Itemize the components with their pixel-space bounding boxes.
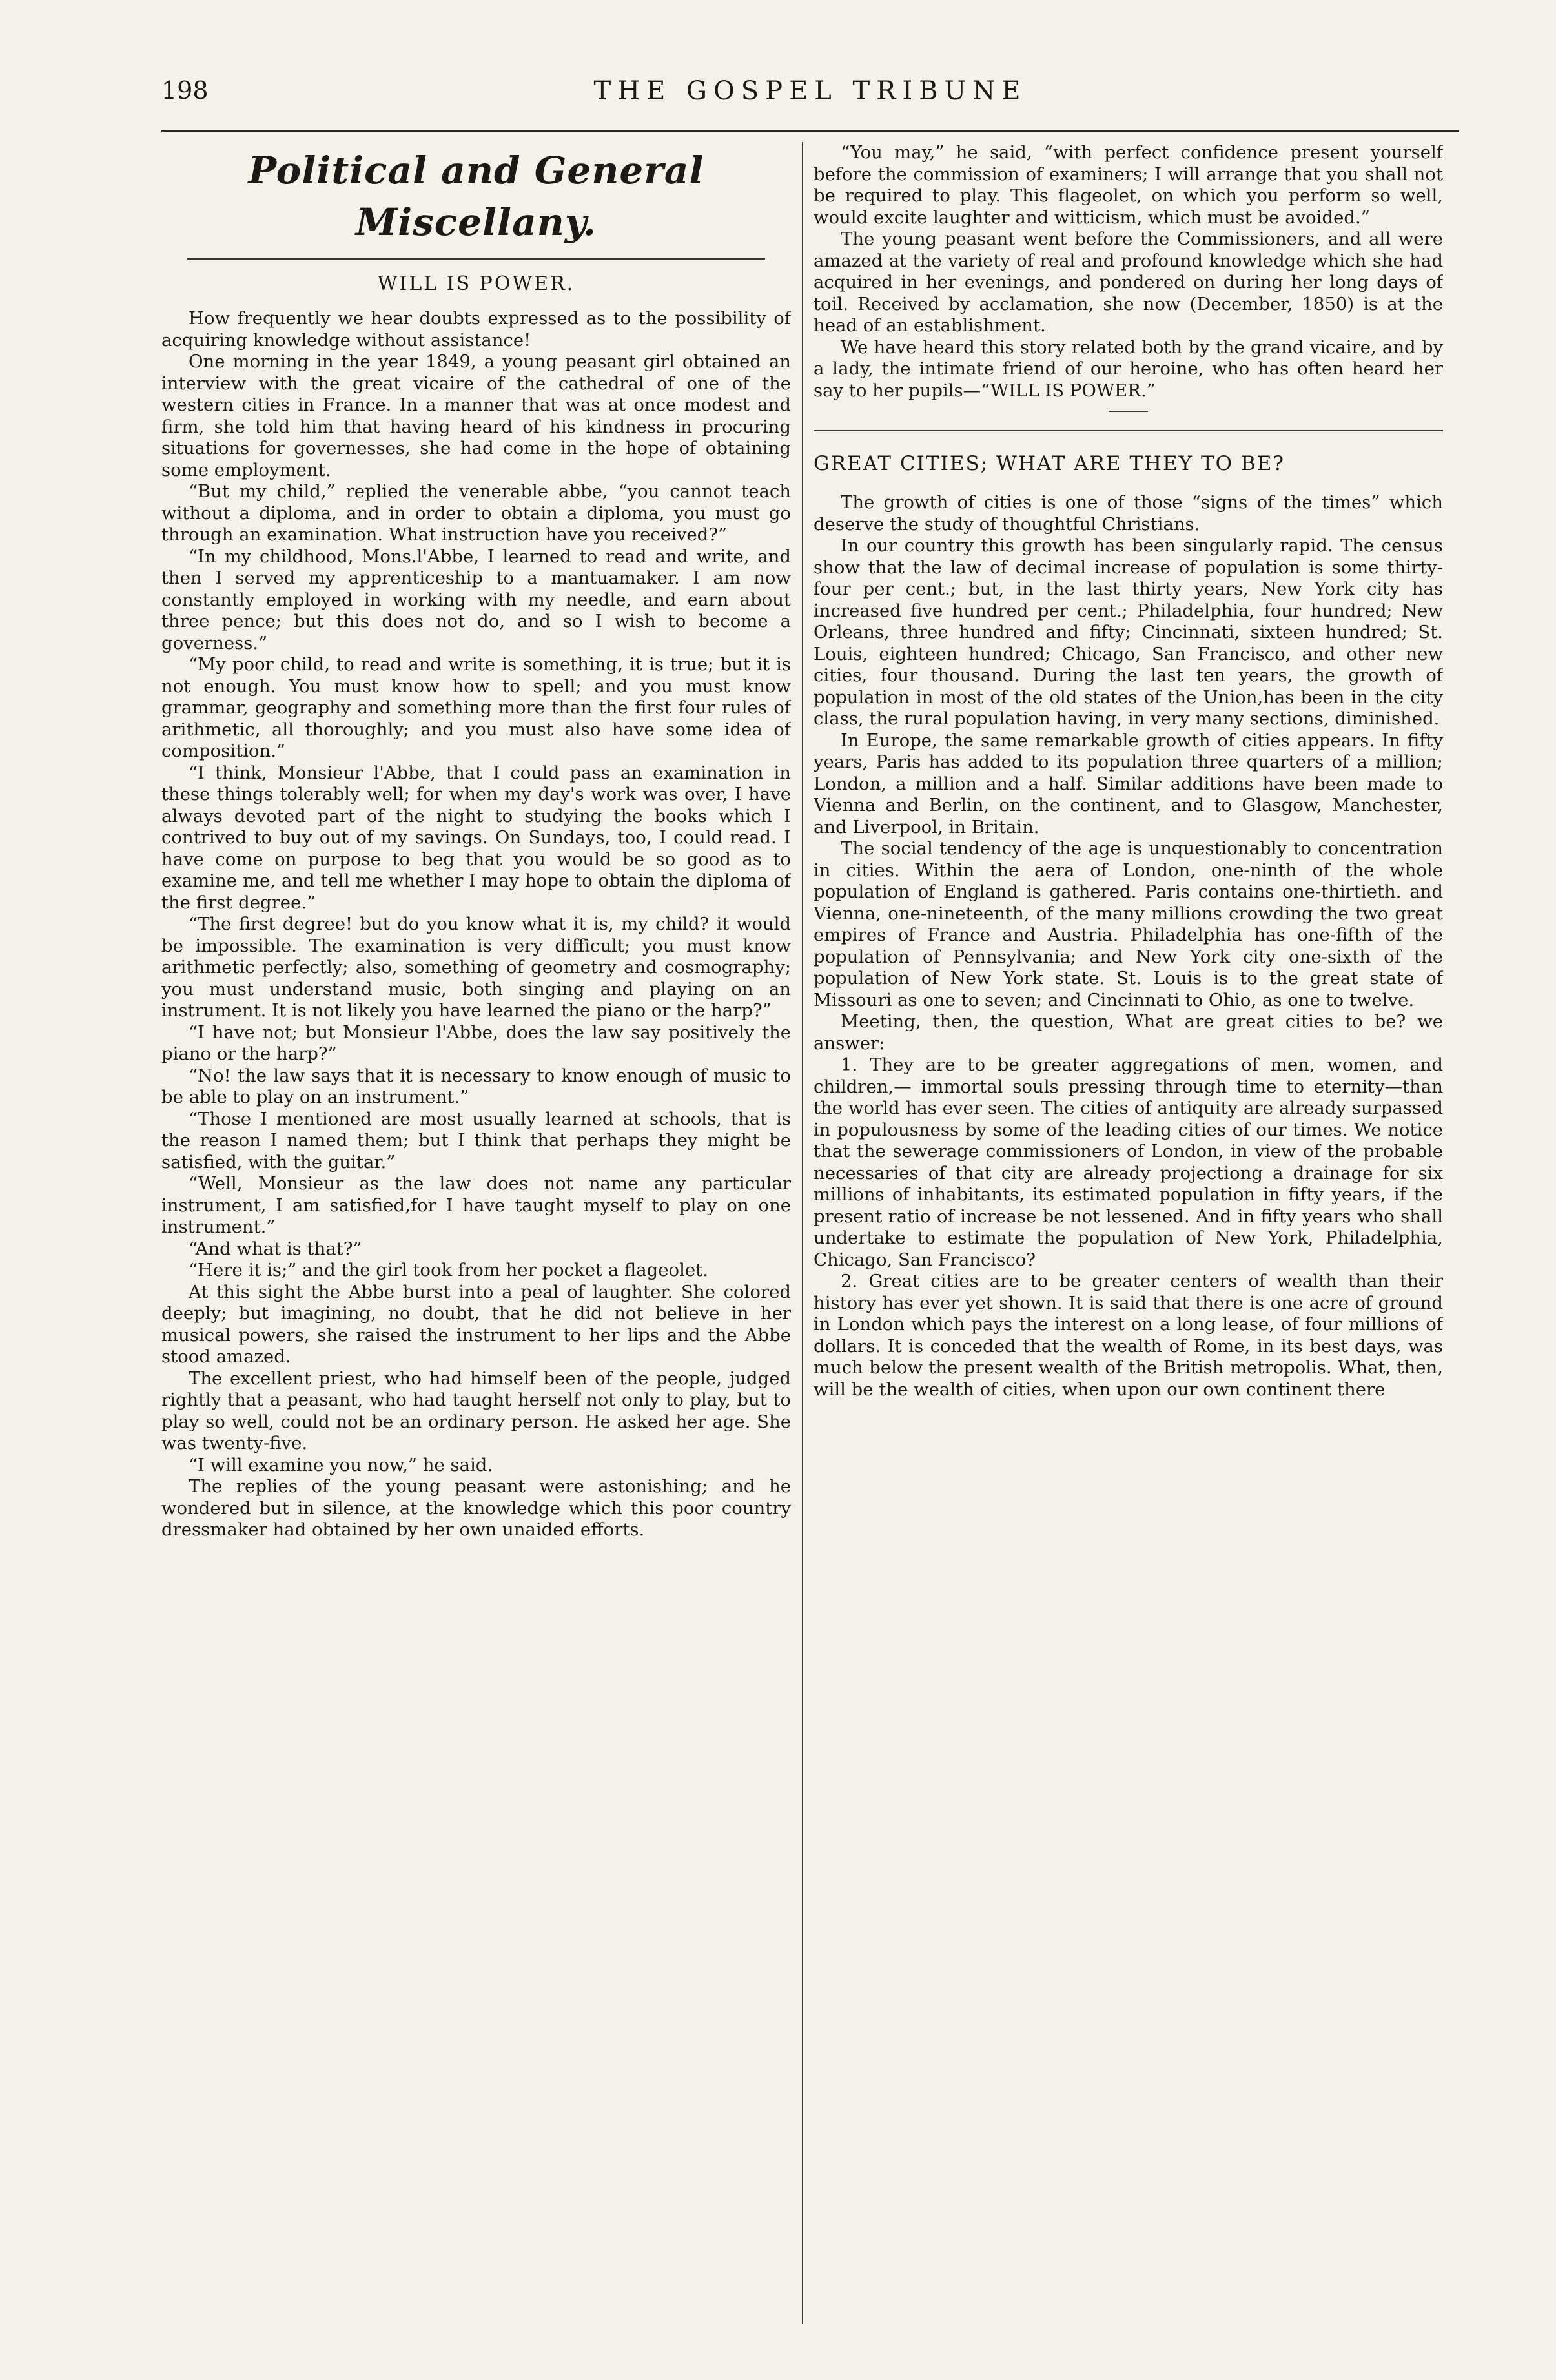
newspaper-page: [161, 71, 1459, 2331]
paragraph: “My poor child, to read and write is something, it is true; but it is not enough. You must know how to spell; and you must know grammar, geography and something more than the first four rules of arithmetic, all thoroughly; and you must also have some idea of composition.”: [161, 654, 791, 761]
paragraph: How frequently we hear doubts expressed as to the possibility of acquiring knowledge without assistance!: [161, 308, 791, 351]
paragraph: In Europe, the same remarkable growth of cities appears. In fifty years, Paris has added to its population three quarters of a million; London, a million and a half. Similar additions have been made to Vienna and Berlin, on the continent, and to Glasgow, Manchester, and Liverpool, in Britain.: [814, 730, 1443, 837]
paragraph: At this sight the Abbe burst into a peal of laughter. She colored deeply; but imagining, no doubt, that he did not believe in her musical powers, she raised the instrument to her lips and the Abbe stood amazed.: [161, 1281, 791, 1367]
paragraph: The growth of cities is one of those “signs of the times” which deserve the study of thoughtful Christians.: [814, 492, 1443, 535]
paragraph: One morning in the year 1849, a young peasant girl obtained an interview with the great vicaire of the cathedral of one of the western cities in France. In a manner that was at once modest and firm, she told him that having heard of his kindness in procuring situations for governesses, she had come in the hope of obtaining some employment.: [161, 351, 791, 480]
left-column: [161, 142, 791, 2331]
column-divider: [802, 142, 803, 2324]
paragraph: “I will examine you now,” he said.: [189, 1454, 493, 1475]
right-column: [814, 142, 1443, 2331]
section-rule: [187, 258, 765, 260]
paragraph: “Here it is;” and the girl took from her pocket a flageolet.: [189, 1260, 708, 1280]
header-rule: [161, 130, 1459, 132]
paragraph: “I have not; but Monsieur l'Abbe, does the law say positively the piano or the harp?”: [161, 1021, 791, 1064]
paragraph: “Well, Monsieur as the law does not name any particular instrument, I am satisfied,for I have taught myself to play on one instrument.”: [161, 1173, 791, 1237]
paragraph: 1. They are to be greater aggregations of men, women, and children,— immortal souls pressing through time to eternity—than the world has ever seen. The cities of antiquity are already surpassed in populousness by some of the leading cities of our times. We notice that the sewerage commissioners of London, in view of the probable necessaries of that city are already projectiong a drainage for six millions of inhabitants, its estimated population in fifty years, if the present ratio of increase be not lessened. And in fifty years who shall undertake to estimate the population of New York, Philadelphia, Chicago, San Francisco?: [814, 1054, 1443, 1270]
paragraph: “In my childhood, Mons.l'Abbe, I learned to read and write, and then I served my apprenticeship to a mantuamaker. I am now constantly employed in working with my needle, and earn about three pence; but this does not do, and so I wish to become a governess.”: [161, 546, 791, 653]
journal-title: THE GOSPEL TRIBUNE: [593, 76, 1027, 106]
end-of-article-rule: [1109, 411, 1148, 412]
paragraph: “I think, Monsieur l'Abbe, that I could pass an examination in these things tolerably well; for when my day's work was over, I have always devoted part of the night to studying the books which I contrived to buy out of my savings. On Sundays, too, I could read. I have come on purpose to beg that you would be so good as to examine me, and tell me whether I may hope to obtain the diploma of the first degree.”: [161, 762, 791, 913]
paragraph: The replies of the young peasant were astonishing; and he wondered but in silence, at the knowledge which this poor country dressmaker had obtained by her own unaided efforts.: [161, 1476, 791, 1540]
columns: [161, 142, 1459, 2331]
paragraph: The young peasant went before the Commissioners, and all were amazed at the variety of real and profound knowledge which she had acquired in her evenings, and pondered on during her long days of toil. Received by acclamation, she now (December, 1850) is at the head of an establishment.: [814, 229, 1443, 336]
paragraph: The social tendency of the age is unquestionably to concentration in cities. Within the aera of London, one-ninth of the whole population of England is gathered. Paris contains one-thirtieth. and Vienna, one-nineteenth, of the many millions crowding the two great empires of France and Austria. Philadelphia has one-fifth of the population of Pennsylvania; and New York city one-sixth of the population of New York state. St. Louis is to the great state of Missouri as one to seven; and Cincinnati to Ohio, as one to twelve.: [814, 838, 1443, 1010]
paragraph: We have heard this story related both by the grand vicaire, and by a lady, the intimate friend of our heroine, who has often heard her say to her pupils—“WILL IS POWER.”: [814, 336, 1443, 401]
running-header: [161, 71, 1459, 116]
paragraph: “But my child,” replied the venerable abbe, “you cannot teach without a diploma, and in order to obtain a diploma, you must go through an examination. What instruction have you received?”: [161, 481, 791, 545]
paragraph: “And what is that?”: [189, 1238, 362, 1259]
page-number: 198: [161, 76, 209, 105]
paragraph: “The first degree! but do you know what it is, my child? it would be impossible. The examination is very difficult; you must know arithmetic perfectly; also, something of geometry and cosmography; you must understand music, both singing and playing on an instrument. It is not likely you have learned the piano or the harp?”: [161, 914, 791, 1021]
paragraph: 2. Great cities are to be greater centers of wealth than their history has ever yet shown. It is said that there is one acre of ground in London which pays the interest on a long lease, of four millions of dollars. It is conceded that the wealth of Rome, in its best days, was much below the present wealth of the British metropolis. What, then, will be the wealth of cities, when upon our own continent there: [814, 1271, 1443, 1400]
paragraph: “Those I mentioned are most usually learned at schools, that is the reason I named them; but I think that perhaps they might be satisfied, with the guitar.”: [161, 1108, 791, 1173]
section-heading: Political and General Miscellany.: [248, 149, 704, 244]
paragraph: “You may,” he said, “with perfect confidence present yourself before the commission of examiners; I will arrange that you shall not be required to play. This flageolet, on which you perform so well, would excite laughter and witticism, which must be avoided.”: [814, 142, 1443, 228]
paragraph: “No! the law says that it is necessary to know enough of music to be able to play on an instrument.”: [161, 1065, 791, 1107]
article-title-will-is-power: WILL IS POWER.: [377, 272, 575, 295]
paragraph: Meeting, then, the question, What are great cities to be? we answer:: [814, 1011, 1443, 1054]
paragraph: The excellent priest, who had himself been of the people, judged rightly that a peasant, who had taught herself not only to play, but to play so well, could not be an ordinary person. He asked her age. She was twenty-five.: [161, 1368, 791, 1453]
paragraph: In our country this growth has been singularly rapid. The census show that the law of decimal increase of population is some thirty-four per cent.; but, in the last thirty years, New York city has increased five hundred per cent.; Philadelphia, four hundred; New Orleans, three hundred and fifty; Cincinnati, sixteen hundred; St. Louis, eighteen hundred; Chicago, San Francisco, and other new cities, four thousand. During the last ten years, the growth of population in most of the old states of the Union,has been in the city class, the rural population having, in very many sections, diminished.: [814, 535, 1443, 729]
article-separator-rule: [814, 430, 1443, 431]
article-title-great-cities: GREAT CITIES; WHAT ARE THEY TO BE?: [814, 452, 1285, 475]
